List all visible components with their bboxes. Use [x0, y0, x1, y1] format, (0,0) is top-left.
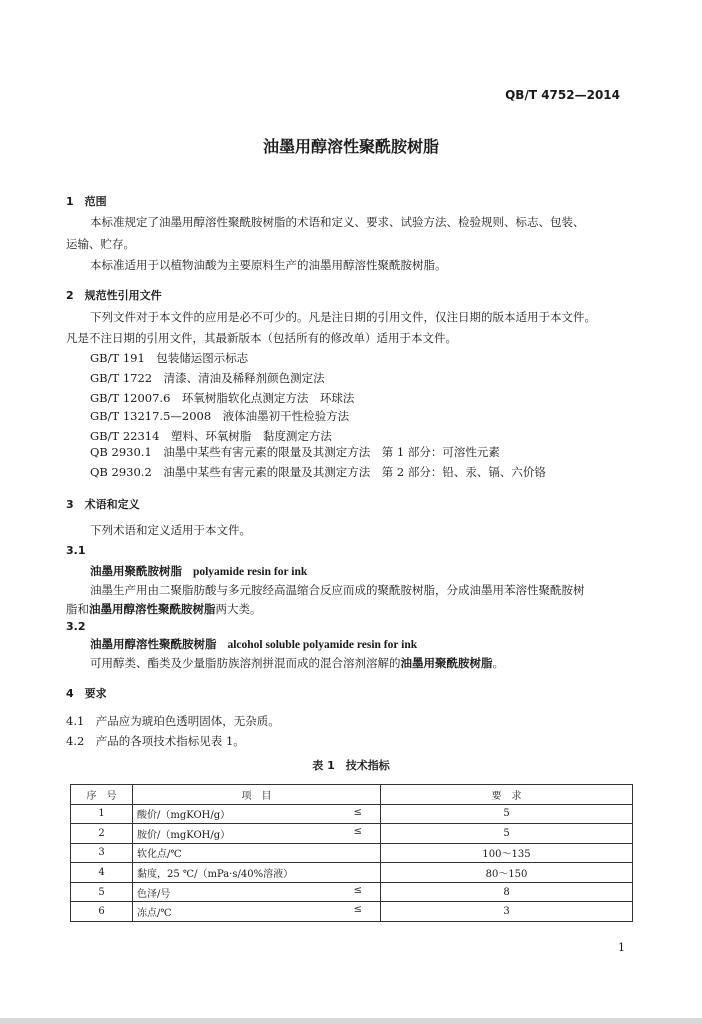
cell-requirement: 100～135	[381, 843, 633, 863]
cell-no: 4	[71, 863, 133, 883]
less-equal-sign: ≤	[353, 904, 362, 916]
reference-item: GB/T 191 包装储运图示标志	[90, 351, 249, 365]
def-text: 可用醇类、酯类及少量脂肪族溶剂拼混而成的混合溶剂溶解的	[90, 656, 401, 670]
item-text: 胺价/（mgKOH/g）	[137, 829, 231, 841]
scan-edge	[0, 1018, 702, 1024]
def-term-ref: 油墨用醇溶性聚酰胺树脂	[89, 602, 216, 616]
spec-table	[70, 784, 633, 922]
item-text: 色泽/号	[137, 888, 171, 900]
cell-no: 3	[71, 843, 133, 863]
term-3-1-chinese: 油墨用聚酰胺树脂	[90, 564, 182, 578]
reference-item: GB/T 13217.5—2008 液体油墨初干性检验方法	[90, 409, 350, 423]
reference-item: QB 2930.2 油墨中某些有害元素的限量及其测定方法 第 2 部分：铅、汞、镉、六价铬	[90, 465, 546, 479]
section-3-intro: 下列术语和定义适用于本文件。	[90, 523, 251, 537]
term-3-1-definition-b	[66, 601, 262, 617]
cell-item	[133, 863, 381, 883]
cell-item	[133, 824, 381, 844]
def-text: 脂和	[66, 602, 89, 616]
cell-no: 5	[71, 882, 133, 902]
cell-item	[133, 804, 381, 824]
table-row	[71, 863, 633, 883]
cell-requirement: 8	[381, 882, 633, 902]
header-requirement: 要 求	[381, 785, 633, 805]
def-text: 两大类。	[215, 602, 262, 616]
term-3-2-definition	[90, 655, 504, 671]
cell-requirement: 3	[381, 902, 633, 922]
requirement-4-2: 4.2 产品的各项技术指标见表 1。	[66, 734, 245, 748]
cell-item	[133, 902, 381, 922]
def-text: 。	[492, 656, 504, 670]
term-3-2-chinese: 油墨用醇溶性聚酰胺树脂	[90, 637, 217, 651]
table-row	[71, 882, 633, 902]
cell-requirement: 80～150	[381, 863, 633, 883]
section-1-para-1b: 运输、贮存。	[66, 237, 135, 251]
table-row	[71, 843, 633, 863]
header-no: 序 号	[71, 785, 133, 805]
section-2-heading: 2 规范性引用文件	[66, 289, 162, 302]
term-3-1-title	[90, 563, 307, 579]
less-equal-sign: ≤	[353, 826, 362, 838]
reference-item: GB/T 12007.6 环氧树脂软化点测定方法 环球法	[90, 391, 355, 405]
section-1-heading: 1 范围	[66, 195, 107, 208]
cell-no: 1	[71, 804, 133, 824]
item-text: 软化点/℃	[137, 849, 182, 861]
term-3-1-definition-a: 油墨生产用由二聚脂肪酸与多元胺经高温缩合反应而成的聚酰胺树脂，分成油墨用苯溶性聚酰胺树	[90, 583, 585, 597]
item-text: 酸价/（mgKOH/g）	[137, 810, 231, 822]
table-caption: 表 1 技术指标	[312, 759, 390, 772]
term-3-1-english: polyamide resin for ink	[192, 566, 308, 578]
document-title: 油墨用醇溶性聚酰胺树脂	[262, 137, 439, 156]
less-equal-sign: ≤	[353, 884, 362, 896]
term-3-1-number: 3.1	[66, 544, 86, 557]
item-text: 冻点/℃	[137, 908, 172, 920]
section-2-para-1a: 下列文件对于本文件的应用是必不可少的。凡是注日期的引用文件，仅注日期的版本适用于本文件。	[90, 310, 596, 324]
reference-item: QB 2930.1 油墨中某些有害元素的限量及其测定方法 第 1 部分：可溶性元素	[90, 445, 500, 459]
table-row	[71, 824, 633, 844]
section-4-heading: 4 要求	[66, 687, 107, 700]
term-3-2-number: 3.2	[66, 620, 86, 633]
cell-no: 2	[71, 824, 133, 844]
header-item: 项 目	[133, 785, 381, 805]
table-row	[71, 804, 633, 824]
table-header-row	[71, 785, 633, 805]
page-number: 1	[618, 941, 625, 954]
section-3-heading: 3 术语和定义	[66, 498, 140, 511]
requirement-4-1: 4.1 产品应为琥珀色透明固体，无杂质。	[66, 714, 280, 728]
reference-item: GB/T 22314 塑料、环氧树脂 黏度测定方法	[90, 429, 332, 443]
cell-requirement: 5	[381, 804, 633, 824]
section-2-para-1b: 凡是不注日期的引用文件，其最新版本（包括所有的修改单）适用于本文件。	[66, 331, 457, 345]
cell-item	[133, 882, 381, 902]
reference-item: GB/T 1722 清漆、清油及稀释剂颜色测定法	[90, 371, 325, 385]
term-3-2-english: alcohol soluble polyamide resin for ink	[227, 639, 418, 651]
cell-requirement: 5	[381, 824, 633, 844]
standard-number: QB/T 4752—2014	[505, 88, 620, 102]
section-1-para-1a: 本标准规定了油墨用醇溶性聚酰胺树脂的术语和定义、要求、试验方法、检验规则、标志、包装、	[90, 215, 585, 229]
def-term-ref: 油墨用聚酰胺树脂	[400, 656, 493, 670]
table-row	[71, 902, 633, 922]
cell-no: 6	[71, 902, 133, 922]
cell-item	[133, 843, 381, 863]
term-3-2-title	[90, 636, 417, 652]
less-equal-sign: ≤	[353, 806, 362, 818]
item-text: 黏度，25 ℃/（mPa·s/40%溶液）	[137, 869, 294, 881]
section-1-para-2: 本标准适用于以植物油酸为主要原料生产的油墨用醇溶性聚酰胺树脂。	[90, 258, 447, 272]
